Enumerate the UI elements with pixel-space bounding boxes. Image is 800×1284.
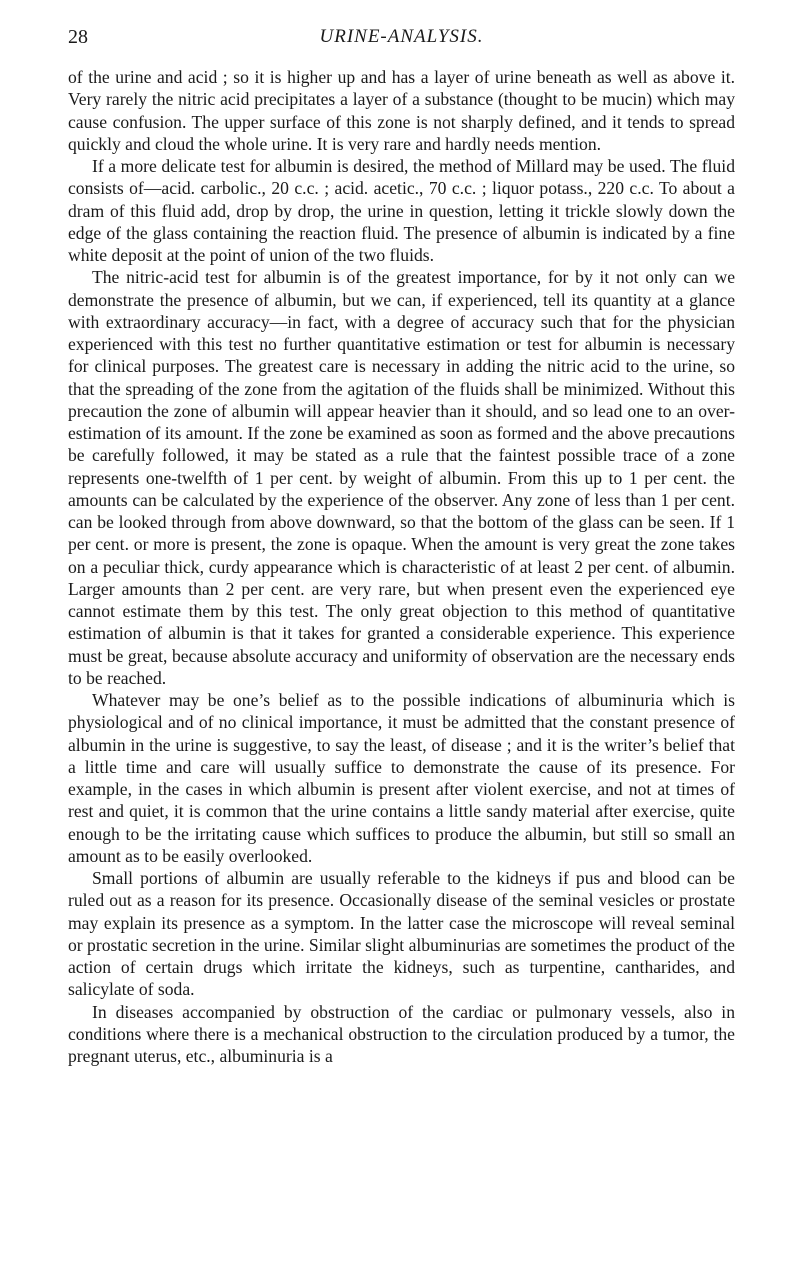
paragraph-obstruction: In diseases accompanied by obstruction of the cardiac or pulmonary vessels, also in conditions where there is a mechanical obstruction to the circulation produced by a tumor, the pregnant uterus, etc., albuminuria is a xyxy=(68,1001,735,1066)
running-head: URINE-ANALYSIS. xyxy=(319,26,484,47)
paragraph-nitric-acid-test: The nitric-acid test for albumin is of the greatest importance, for by it not only can we demonstrate the presence of albumin, but we can, if experienced, tell its quantity at a glance with extraordinary accuracy—in fact, with a degree of accuracy such that for the physician experienced with this test no further quantitative estimation or test for albumin is necessary for clinical purposes. The greatest care is necessary in adding the nitric acid to the urine, so that the spreading of the zone from the agitation of the fluids shall be minimized. Without this precaution the zone of albumin will appear heavier than it should, and so lead one to an over-estimation of its amount. If the zone be examined as soon as formed and the above precautions be carefully followed, it may be stated as a rule that the faintest possible trace of a zone represents one-twelfth of 1 per cent. by weight of albumin. From this up to 1 per cent. the amounts can be calculated by the experience of the observer. Any zone of less than 1 per cent. can be looked through from above downward, so that the bottom of the glass can be seen. If 1 per cent. or more is present, the zone is opaque. When the amount is very great the zone takes on a peculiar thick, curdy appearance which is characteristic of at least 2 per cent. of albumin. Larger amounts than 2 per cent. are very rare, but when present even the experienced eye cannot estimate them by this test. The only great objection to this method of quantitative estimation of albumin is that it takes for granted a considerable experience. This experience must be great, because absolute accuracy and uniformity of observation are the necessary ends to be reached. xyxy=(68,267,735,688)
paragraph-albuminuria-belief: Whatever may be one’s belief as to the possible indications of albuminuria which is physiological and of no clinical importance, it must be admitted that the constant presence of albumin in the urine is suggestive, to say the least, of disease ; and it is the writer’s belief that a little time and care will usually suffice to demonstrate the cause of its presence. For example, in the cases in which albumin is present after violent exercise, and not at times of rest and quiet, it is common that the urine contains a little sandy material after exercise, quite enough to be the irritating cause which suffices to produce the albumin, but still so small an amount as to be easily overlooked. xyxy=(68,690,735,866)
body-text xyxy=(68,66,735,1067)
paragraph-small-portions: Small portions of albumin are usually referable to the kidneys if pus and blood can be ruled out as a reason for its presence. Occasionally disease of the seminal vesicles or prostate may explain its presence as a symptom. In the latter case the microscope will reveal seminal or prostatic secretion in the urine. Similar slight albuminurias are sometimes the product of the action of certain drugs which irritate the kidneys, such as turpentine, cantharides, and salicylate of soda. xyxy=(68,868,735,1000)
page-header xyxy=(68,26,735,52)
paragraph-continued: of the urine and acid ; so it is higher up and has a layer of urine beneath as well as above it. Very rarely the nitric acid precipitates a layer of a substance (thought to be mucin) which may cause confusion. The upper surface of this zone is not sharply defined, and it tends to spread quickly and cloud the whole urine. It is very rare and hardly needs mention. xyxy=(68,67,735,154)
page-number: 28 xyxy=(68,26,88,48)
paragraph-millard-test: If a more delicate test for albumin is desired, the method of Millard may be used. The fluid consists of—acid. carbolic., 20 c.c. ; acid. acetic., 70 c.c. ; liquor potass., 220 c.c. To about a dram of this fluid add, drop by drop, the urine in question, letting it trickle slowly down the edge of the glass containing the reaction fluid. The presence of albumin is indicated by a fine white deposit at the point of union of the two fluids. xyxy=(68,156,735,265)
